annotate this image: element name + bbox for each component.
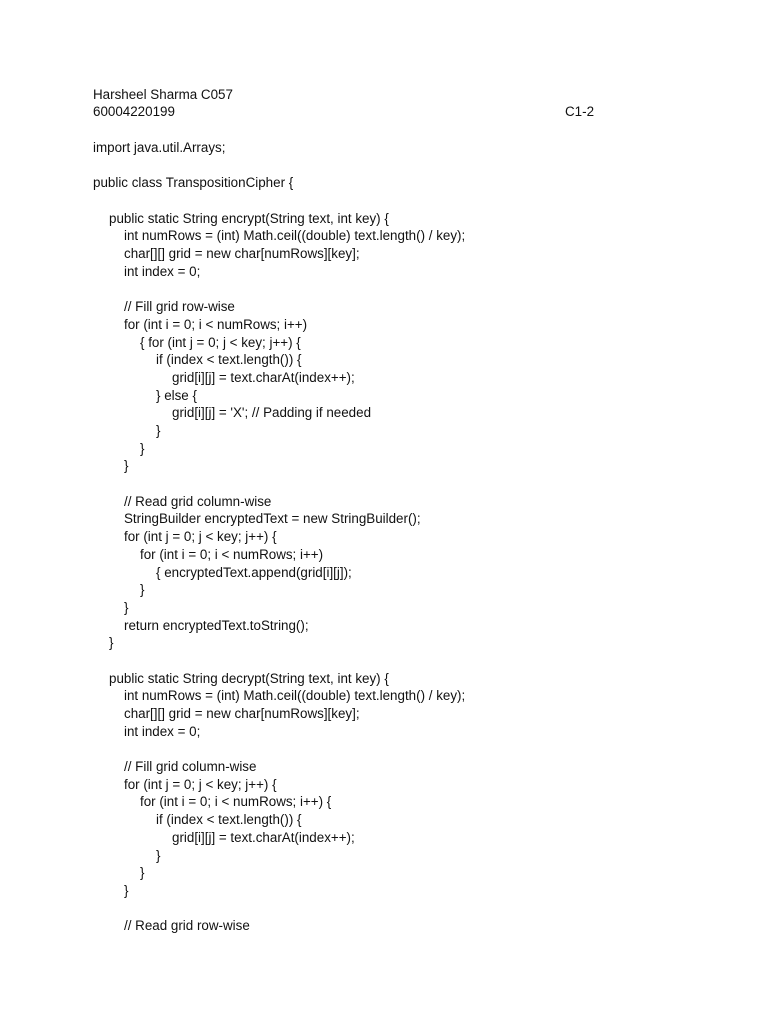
code-line: // Fill grid row-wise [124, 299, 235, 315]
code-line: } [140, 440, 145, 456]
code-line: for (int j = 0; j < key; j++) { [124, 529, 277, 545]
code-line: } [109, 635, 114, 651]
code-line: int numRows = (int) Math.ceil((double) text.length() / key); [124, 228, 466, 244]
code-line: char[][] grid = new char[numRows][key]; [124, 706, 360, 721]
code-line: } [124, 882, 129, 898]
code-line: } [156, 847, 161, 863]
code-line: { for (int j = 0; j < key; j++) { [140, 334, 301, 350]
code-line: } [140, 582, 145, 598]
code-line: int index = 0; [124, 723, 201, 739]
code-line: grid[i][j] = text.charAt(index++); [172, 369, 355, 385]
code-line: char[][] grid = new char[numRows][key]; [124, 246, 360, 262]
code-line: for (int i = 0; i < numRows; i++) [140, 546, 324, 562]
code-line: public static String decrypt(String text, int key) { [109, 670, 389, 686]
student-id: 60004220199 [93, 104, 175, 119]
code-line: StringBuilder encryptedText = new StringBuilder(); [124, 511, 421, 527]
code-line: } [156, 423, 161, 438]
code-line: import java.util.Arrays; [93, 140, 226, 155]
code-line: if (index < text.length()) { [156, 812, 302, 828]
code-line: int index = 0; [124, 263, 201, 279]
code-line: if (index < text.length()) { [156, 352, 302, 368]
blank-line [93, 157, 713, 175]
blank-line [93, 652, 713, 670]
blank-line [93, 475, 713, 493]
code-line: { encryptedText.append(grid[i][j]); [156, 564, 352, 580]
code-line: return encryptedText.toString(); [124, 617, 309, 633]
code-line: } [124, 458, 129, 474]
code-line: } else { [156, 387, 197, 403]
code-line: grid[i][j] = text.charAt(index++); [172, 829, 355, 845]
blank-line [93, 740, 713, 758]
course-code: C1-2 [565, 104, 595, 119]
code-line: for (int j = 0; j < key; j++) { [124, 776, 277, 792]
code-line: // Read grid column-wise [124, 493, 272, 509]
code-line: for (int i = 0; i < numRows; i++) { [140, 794, 332, 810]
code-line: public static String encrypt(String text, int key) { [109, 210, 389, 226]
blank-line [93, 192, 713, 210]
blank-line [93, 900, 713, 918]
code-line: grid[i][j] = 'X'; // Padding if needed [172, 405, 372, 421]
code-line: for (int i = 0; i < numRows; i++) [124, 316, 308, 332]
blank-line [93, 281, 713, 299]
code-line: public class TranspositionCipher { [93, 175, 294, 191]
code-listing [93, 139, 713, 935]
code-line: } [124, 599, 129, 615]
author-line: Harsheel Sharma C057 [93, 87, 233, 102]
code-line: } [140, 865, 145, 881]
code-line: // Read grid row-wise [124, 918, 250, 934]
code-line: int numRows = (int) Math.ceil((double) text.length() / key); [124, 688, 466, 704]
code-line: // Fill grid column-wise [124, 759, 257, 775]
